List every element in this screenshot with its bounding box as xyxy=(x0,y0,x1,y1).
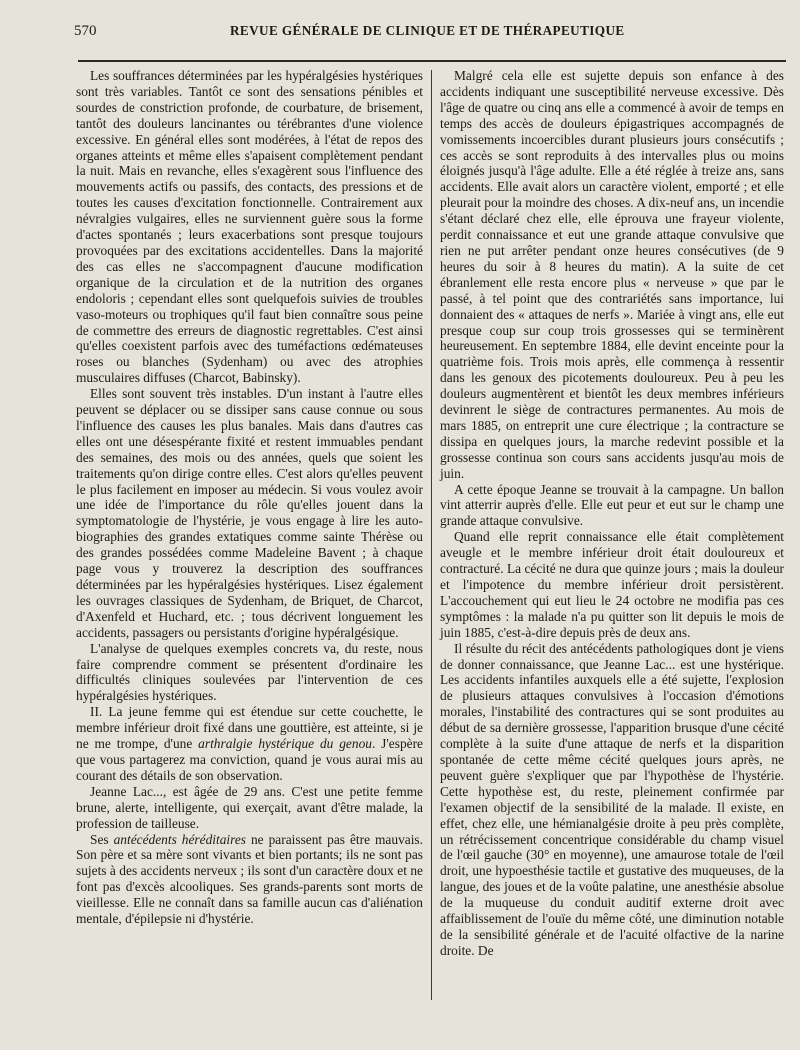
page-number: 570 xyxy=(74,23,97,39)
paragraph: L'analyse de quelques exemples concrets va, du reste, nous faire comprendre comment se présentent d'ordinaire les difficultés cliniques soulevées par l'intervention de ces hypéralgésies hystériques. xyxy=(76,640,423,704)
italic-term: antécédents héréditaires xyxy=(113,831,246,847)
paragraph: Quand elle reprit connaissance elle était complètement aveugle et le membre inférieur droit était douloureux et contracturé. La cécité ne dura que quinze jours ; mais la douleur et l'impotence du membre inférieur droit persistèrent. L'accouchement qui eut lieu le 24 octobre ne modifia pas ces symptômes : la malade n'a pu quitter son lit depuis le mois de juin 1885, c'est-à-dire depuis près de deux ans. xyxy=(440,529,784,640)
column-divider xyxy=(431,70,432,1000)
left-column xyxy=(76,68,423,927)
text-run: . J'espère que vous partagerez ma conviction, quand je vous aurai mis au courant des détails de son observation. xyxy=(76,736,423,783)
paragraph xyxy=(76,704,423,784)
text-run: Ses xyxy=(90,831,114,847)
paragraph: Les souffrances déterminées par les hypéralgésies hystériques sont très variables. Tantôt ce sont des sensations pénibles et sourdes de constriction profonde, de courbature, de brisement, tantôt des douleurs lancinantes ou térébrantes d'une violence excessive. En général elles sont modérées, à l'état de repos des organes atteints et même elles s'apaisent complètement pendant la nuit. Mais en revanche, elles s'exagèrent sous l'influence des mouvements actifs ou passifs, des contacts, des pressions et de toutes les causes d'excitation fonctionnelle. Contrairement aux névralgies vulgaires, elles ne surviennent guère sous la forme d'actes spontanés ; leurs exacerbations sont presque toujours provoquées par des excitations accidentelles. Dans la majorité des cas elles ne s'accompagnent d'aucune modification organique de la circulation et de la nutrition des organes endoloris ; cependant elles sont quelquefois suivies de troubles vaso-moteurs ou trophiques qu'il faut bien connaître sous peine de commettre des erreurs de diagnostic regrettables. C'est ainsi qu'elles coexistent parfois avec des tuméfactions œdémateuses roses ou blanches (Sydenham) ou avec des atrophies musculaires diffuses (Charcot, Babinsky). xyxy=(76,68,423,386)
paragraph: Elles sont souvent très instables. D'un instant à l'autre elles peuvent se déplacer ou se dissiper sans cause connue ou sous l'influence des causes les plus banales. Mais dans d'autres cas elles ont une désespérante fixité et restent immuables pendant des semaines, des mois ou des années, quels que soient les traitements qu'on dirige contre elles. C'est alors qu'elles peuvent le plus facilement en imposer au médecin. Si vous voulez avoir une idée de l'importance du rôle qu'elles jouent dans la symptomatologie de l'hystérie, je vous engage à lire les auto-biographies des grandes extatiques comme sainte Thérèse ou des grandes possédées comme Madeleine Bavent ; à chaque page vous y trouverez la description des souffrances déterminées par les hypéralgésies hystériques. Lisez également les ouvrages classiques de Sydenham, de Briquet, de Charcot, d'Axenfeld et Huchard, etc. ; tous décrivent longuement les accidents, passagers ou persistants d'origine hypéralgésique. xyxy=(76,386,423,640)
running-title: REVUE GÉNÉRALE DE CLINIQUE ET DE THÉRAPEUTIQUE xyxy=(230,23,625,38)
right-column xyxy=(440,68,784,959)
header-rule xyxy=(78,60,786,62)
text-run: ne paraissent pas être mauvais. Son père et sa mère sont vivants et bien portants; ils ne sont pas sujets à des accidents nerveux ; ils sont d'un caractère doux et ne font pas d'excès alcooliques. Ses grands-parents sont morts de vieillesse. Elle ne connaît dans sa famille aucun cas d'aliénation mentale, d'épilepsie ni d'hystérie. xyxy=(76,831,423,927)
paragraph: A cette époque Jeanne se trouvait à la campagne. Un ballon vint atterrir auprès d'elle. Elle eut peur et eut sur le champ une grande attaque convulsive. xyxy=(440,481,784,529)
paragraph xyxy=(76,832,423,927)
paragraph: Jeanne Lac..., est âgée de 29 ans. C'est une petite femme brune, alerte, intelligente, qui exerçait, avant d'être malade, la profession de tailleuse. xyxy=(76,783,423,831)
paragraph: Malgré cela elle est sujette depuis son enfance à des accidents indiquant une susceptibilité nerveuse excessive. Dès l'âge de quatre ou cinq ans elle a commencé à avoir de temps en temps des accès de douleurs épigastriques accompagnés de vomissements incoercibles durant plusieurs jours consécutifs ; ces accès se sont reproduits à des intervalles plus ou moins éloignés jusqu'à l'âge adulte. Elle a été réglée à treize ans, sans accidents. Elle avait alors un caractère violent, emporté ; et elle pleurait pour la moindre des choses. A dix-neuf ans, un incendie s'étant déclaré chez elle, elle éprouva une frayeur violente, perdit connaissance et eut une grande attaque convulsive que rien ne put arrêter pendant onze heures consécutives (de 9 heures du soir à 8 heures du matin). A la suite de cet ébranlement elle resta encore plus « nerveuse » que par le passé, à tel point que des contrariétés sans importance, lui donnaient des « attaques de nerfs ». Mariée à vingt ans, elle eut presque coup sur coup trois grossesses qui se terminèrent heureusement. En septembre 1884, elle devint enceinte pour la quatrième fois. Trois mois après, elle commença à ressentir dans les genoux des picotements douloureux. Peu à peu les douleurs augmentèrent et bientôt les deux membres inférieurs devinrent le siège de contractures permanentes. Au mois de mars 1885, on entreprit une cure électrique ; la contracture se dissipa en quelques jours, la marche redevint possible et la grossesse continua son cours sans accidents jusqu'au mois de juin. xyxy=(440,68,784,481)
paragraph: Il résulte du récit des antécédents pathologiques dont je viens de donner connaissance, que Jeanne Lac... est une hystérique. Les accidents infantiles auxquels elle a été sujette, l'explosion de plusieurs attaques convulsives à l'occasion d'émotions morales, l'instabilité des contractures qui se sont produites au début de sa dernière grossesse, l'apparition brusque d'une cécité complète à la suite d'une attaque de nerfs et la disparition spontanée de cette même cécité quelques jours après, ne peuvent guère s'expliquer que par l'hypothèse de l'hystérie. Cette hypothèse est, du reste, pleinement confirmée par l'examen objectif de la sensibilité de la malade. Il existe, en effet, chez elle, une hémianalgésie droite à peu près complète, un rétrécissement concentrique considérable du champ visuel de l'œil gauche (30° en moyenne), une amaurose totale de l'œil droit, une hypoesthésie tactile et gustative des muqueuses, de la langue, des joues et de la voûte palatine, une anesthésie absolue de la muqueuse du conduit auditif externe droit avec affaiblissement de l'ouïe du même côté, une diminution notable de la sensibilité générale et de l'acuité olfactive de la narine droite. De xyxy=(440,640,784,958)
text-run: II. La jeune femme qui est étendue sur cette couchette, le membre inférieur droit fixé dans une gouttière, est atteinte, si je ne me trompe, d'une xyxy=(76,704,423,752)
italic-term: arthralgie hystérique du genou xyxy=(198,736,372,752)
